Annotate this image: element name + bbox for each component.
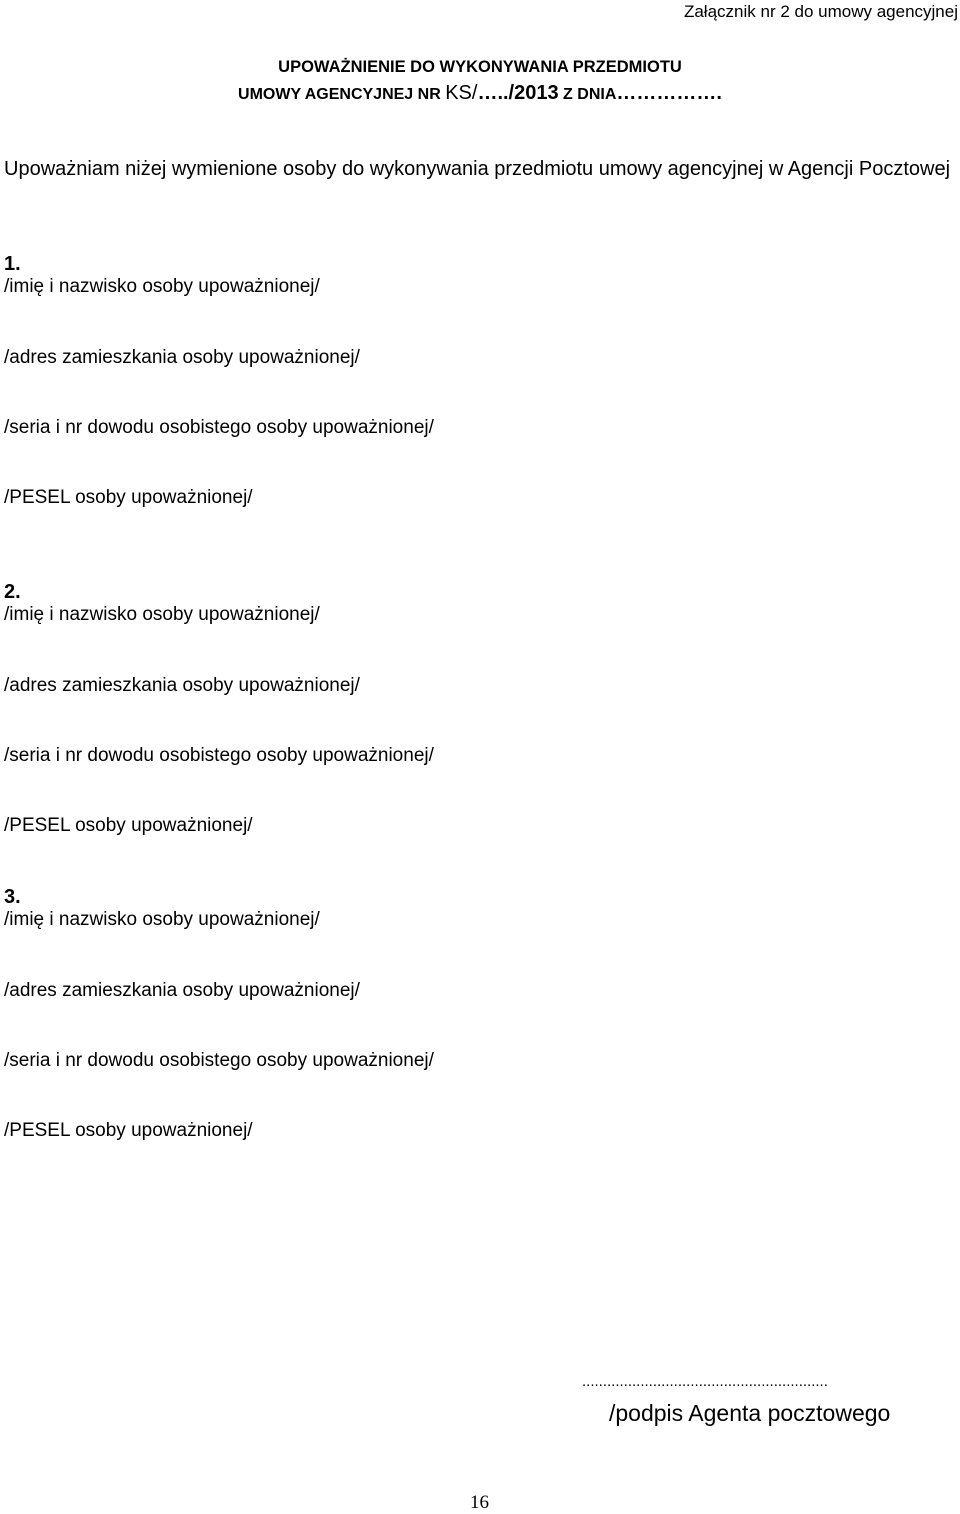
person-3-number: 3. <box>4 886 21 908</box>
document-title-line-2 <box>0 82 960 105</box>
title-agreement-label: UMOWY AGENCYJNEJ NR <box>238 86 446 103</box>
title-agreement-number: …../2013 <box>477 82 559 104</box>
person-1-id-card-field: /seria i nr dowodu osobistego osoby upoważnionej/ <box>4 417 434 438</box>
person-2-number: 2. <box>4 581 21 603</box>
intro-paragraph: Upoważniam niżej wymienione osoby do wykonywania przedmiotu umowy agencyjnej w Agencji Pocztowej <box>4 158 951 180</box>
signature-line: ........................................................... <box>582 1373 828 1390</box>
person-2-pesel-field: /PESEL osoby upoważnionej/ <box>4 815 253 836</box>
person-1-name-field: /imię i nazwisko osoby upoważnionej/ <box>4 276 320 297</box>
person-2-address-field: /adres zamieszkania osoby upoważnionej/ <box>4 675 360 696</box>
signature-label: /podpis Agenta pocztowego <box>609 1400 891 1426</box>
person-1-pesel-field: /PESEL osoby upoważnionej/ <box>4 487 253 508</box>
person-3-id-card-field: /seria i nr dowodu osobistego osoby upoważnionej/ <box>4 1050 434 1071</box>
person-3-pesel-field: /PESEL osoby upoważnionej/ <box>4 1120 253 1141</box>
person-2-id-card-field: /seria i nr dowodu osobistego osoby upoważnionej/ <box>4 745 434 766</box>
person-3-name-field: /imię i nazwisko osoby upoważnionej/ <box>4 909 320 930</box>
person-1-address-field: /adres zamieszkania osoby upoważnionej/ <box>4 347 360 368</box>
title-agreement-prefix: KS/ <box>445 82 478 104</box>
annex-label: Załącznik nr 2 do umowy agencyjnej <box>683 2 958 21</box>
person-2-name-field: /imię i nazwisko osoby upoważnionej/ <box>4 604 320 625</box>
title-date-label: Z DNIA <box>558 86 617 103</box>
person-1-number: 1. <box>4 253 21 275</box>
person-3-address-field: /adres zamieszkania osoby upoważnionej/ <box>4 980 360 1001</box>
page-number: 16 <box>470 1492 489 1513</box>
title-date-placeholder: ……………. <box>616 82 722 104</box>
document-title-line-1: UPOWAŻNIENIE DO WYKONYWANIA PRZEDMIOTU <box>278 58 682 76</box>
